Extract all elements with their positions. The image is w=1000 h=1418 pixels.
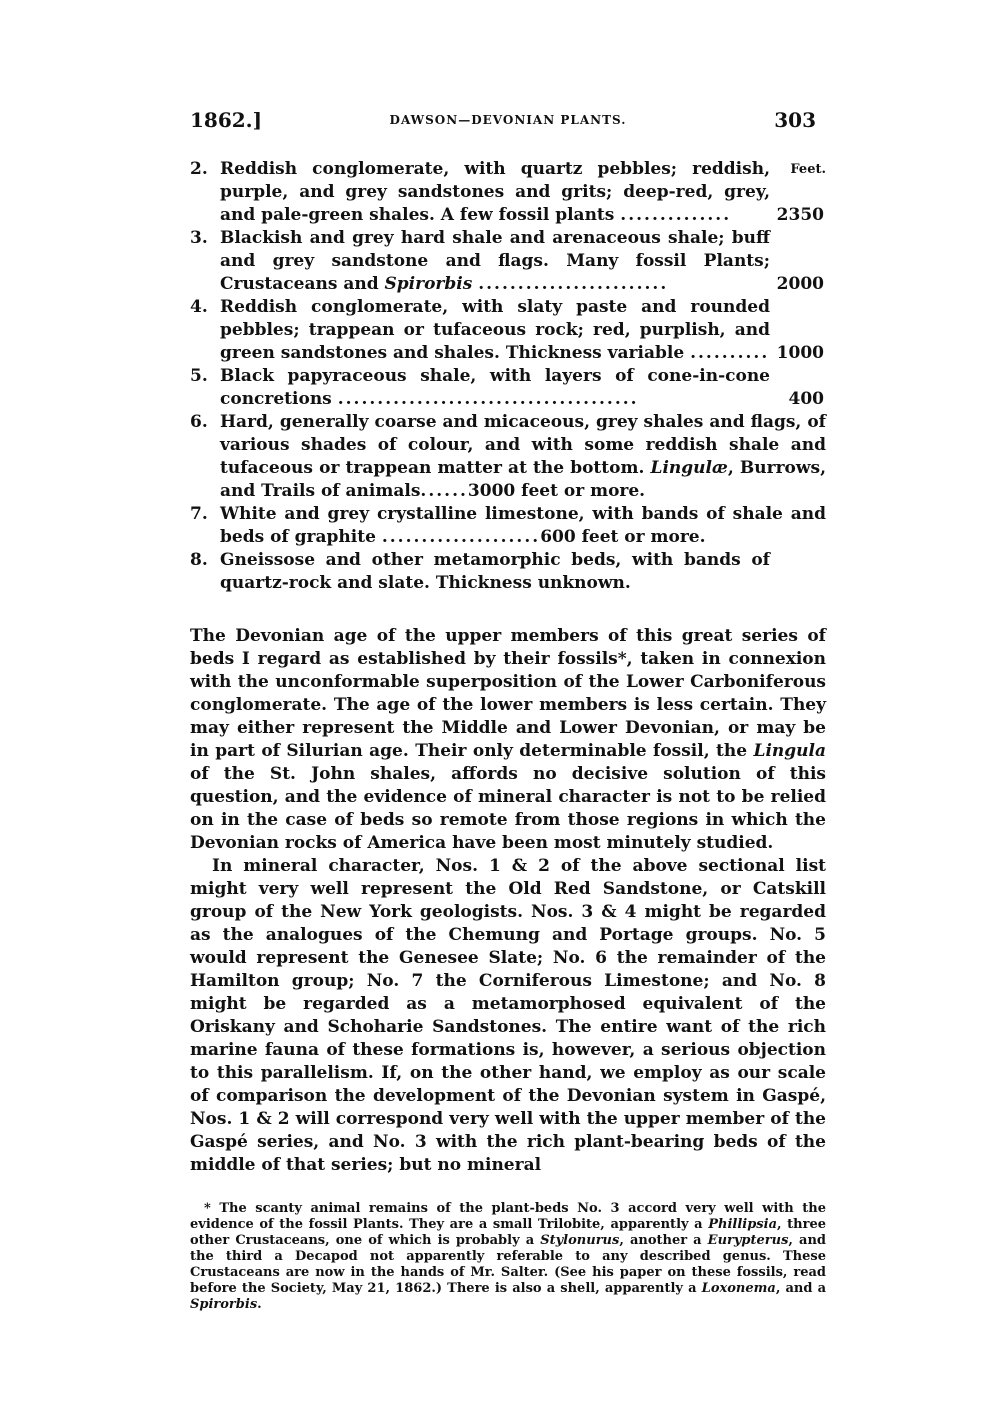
item-thickness: 2350: [776, 205, 824, 225]
footnote-italic-text: Loxonema: [701, 1281, 776, 1296]
item-number: 6.: [190, 412, 208, 432]
sectional-list: [190, 158, 826, 595]
feet-label: Feet.: [790, 162, 826, 177]
paragraph: In mineral character, Nos. 1 & 2 of the above sectional list might very well represent the Old Red Sandstone, or Catskill group of the New York geologists. Nos. 3 & 4 might be regarded as the analogues of the Chemung and Portage groups. No. 5 would represent the Genesee Slate; No. 6 the remainder of the Hamilton group; No. 7 the Corniferous Limestone; and No. 8 might be regarded as a metamorphosed equivalent of the Oriskany and Schoharie Sandstones. The entire want of the rich marine fauna of these formations is, however, a serious objection to this parallelism. If, on the other hand, we employ as our scale of comparison the development of the Devonian system in Gaspé, Nos. 1 & 2 will correspond very well with the upper member of the Gaspé series, and No. 3 with the rich plant-bearing beds of the middle of that series; but no mineral: [190, 856, 826, 1175]
item-thickness: 600 feet or more.: [540, 527, 706, 547]
list-item: [190, 503, 826, 549]
item-text: , Burrows, and Trails of animals: [220, 458, 826, 501]
item-number: 7.: [190, 504, 208, 524]
item-thickness: 1000: [776, 343, 824, 363]
leader-dots: ....................: [381, 527, 541, 547]
footnote-italic-text: Eurypterus: [707, 1233, 789, 1248]
list-item: [190, 158, 826, 227]
leader-dots: ..........: [690, 343, 770, 363]
item-thickness: 400: [788, 389, 824, 409]
list-item: [190, 227, 826, 296]
page-number: 303: [774, 108, 816, 132]
list-item: [190, 411, 826, 503]
item-italic-text: Lingulæ: [650, 458, 728, 478]
body-text: [190, 625, 826, 1177]
list-item: [190, 549, 826, 595]
item-thickness: 3000 feet or more.: [467, 481, 646, 501]
paragraph-text: The Devonian age of the upper members of this great series of beds I regard as established by their fossils*, taken in connexion with the unconformable superposition of the Lower Carboniferous conglomerate. The age of the lower members is less certain. They may either represent the Middle and Lower Devonian, or may be in part of Silurian age. Their only determinable fossil, the: [190, 626, 826, 761]
header-title: DAWSON—DEVONIAN PLANTS.: [389, 113, 627, 127]
running-header: [190, 108, 826, 142]
header-year: 1862.]: [190, 108, 263, 132]
item-text: Hard, generally coarse and micaceous, grey shales and flags, of various shades of colour, and with some reddish shale and tufaceous or trappean matter at the bottom.: [220, 412, 826, 478]
item-number: 4.: [190, 297, 208, 317]
footnote-text: , three other Crustaceans, one of which is probably a: [190, 1217, 826, 1248]
footnote: [190, 1201, 826, 1313]
item-number: 3.: [190, 228, 208, 248]
item-number: 2.: [190, 159, 208, 179]
item-text: Blackish and grey hard shale and arenaceous shale; buff and grey sandstone and flags. Many fossil Plants; Crustaceans and: [220, 228, 770, 294]
leader-dots: ......................................: [337, 389, 639, 409]
item-thickness: 2000: [776, 274, 824, 294]
footnote-italic-text: Spirorbis: [190, 1297, 258, 1312]
footnote-italic-text: Stylonurus: [540, 1233, 620, 1248]
item-text: Black papyraceous shale, with layers of cone-in-cone concretions: [220, 366, 770, 409]
item-text: Reddish conglomerate, with quartz pebbles; reddish, purple, and grey sandstones and grits; deep-red, grey, and pale-green shales. A few fossil plants: [220, 159, 770, 225]
item-italic-text: Spirorbis: [384, 274, 473, 294]
item-text: Gneissose and other metamorphic beds, with bands of quartz-rock and slate. Thickness unknown.: [220, 550, 770, 593]
list-item: [190, 296, 826, 365]
paragraph-text: of the St. John shales, affords no decisive solution of this question, and the evidence of mineral character is not to be relied on in the case of beds so remote from those regions in which the Devonian rocks of America have been most minutely studied.: [190, 764, 826, 853]
footnote-italic-text: Phillipsia: [708, 1217, 777, 1232]
footnote-text: , and a: [775, 1281, 827, 1296]
leader-dots: ..............: [620, 205, 732, 225]
leader-dots: ........................: [478, 274, 669, 294]
list-item: [190, 365, 826, 411]
footnote-text: * The scanty animal remains of the plant-beds No. 3 accord very well with the evidence of the fossil Plants. They are a small Trilobite, apparently a: [190, 1201, 826, 1232]
footnote-text: , another a: [619, 1233, 708, 1248]
item-text: White and grey crystalline limestone, with bands of shale and beds of graphite: [220, 504, 826, 547]
item-number: 8.: [190, 550, 208, 570]
paragraph: [190, 625, 826, 855]
leader-dots: ......: [420, 481, 468, 501]
page: [190, 108, 826, 1313]
paragraph-italic-text: Lingula: [753, 741, 826, 761]
footnote-text: , and the third a Decapod not apparently referable to any described genus. These Crustaceans are now in the hands of Mr. Salter. (See his paper on these fossils, read before the Society, May 21, 1862.) There is also a shell, apparently a: [190, 1233, 826, 1296]
item-text: Reddish conglomerate, with slaty paste and rounded pebbles; trappean or tufaceous rock; red, purplish, and green sandstones and shales. Thickness variable: [220, 297, 770, 363]
footnote-text: .: [257, 1297, 262, 1312]
item-number: 5.: [190, 366, 208, 386]
